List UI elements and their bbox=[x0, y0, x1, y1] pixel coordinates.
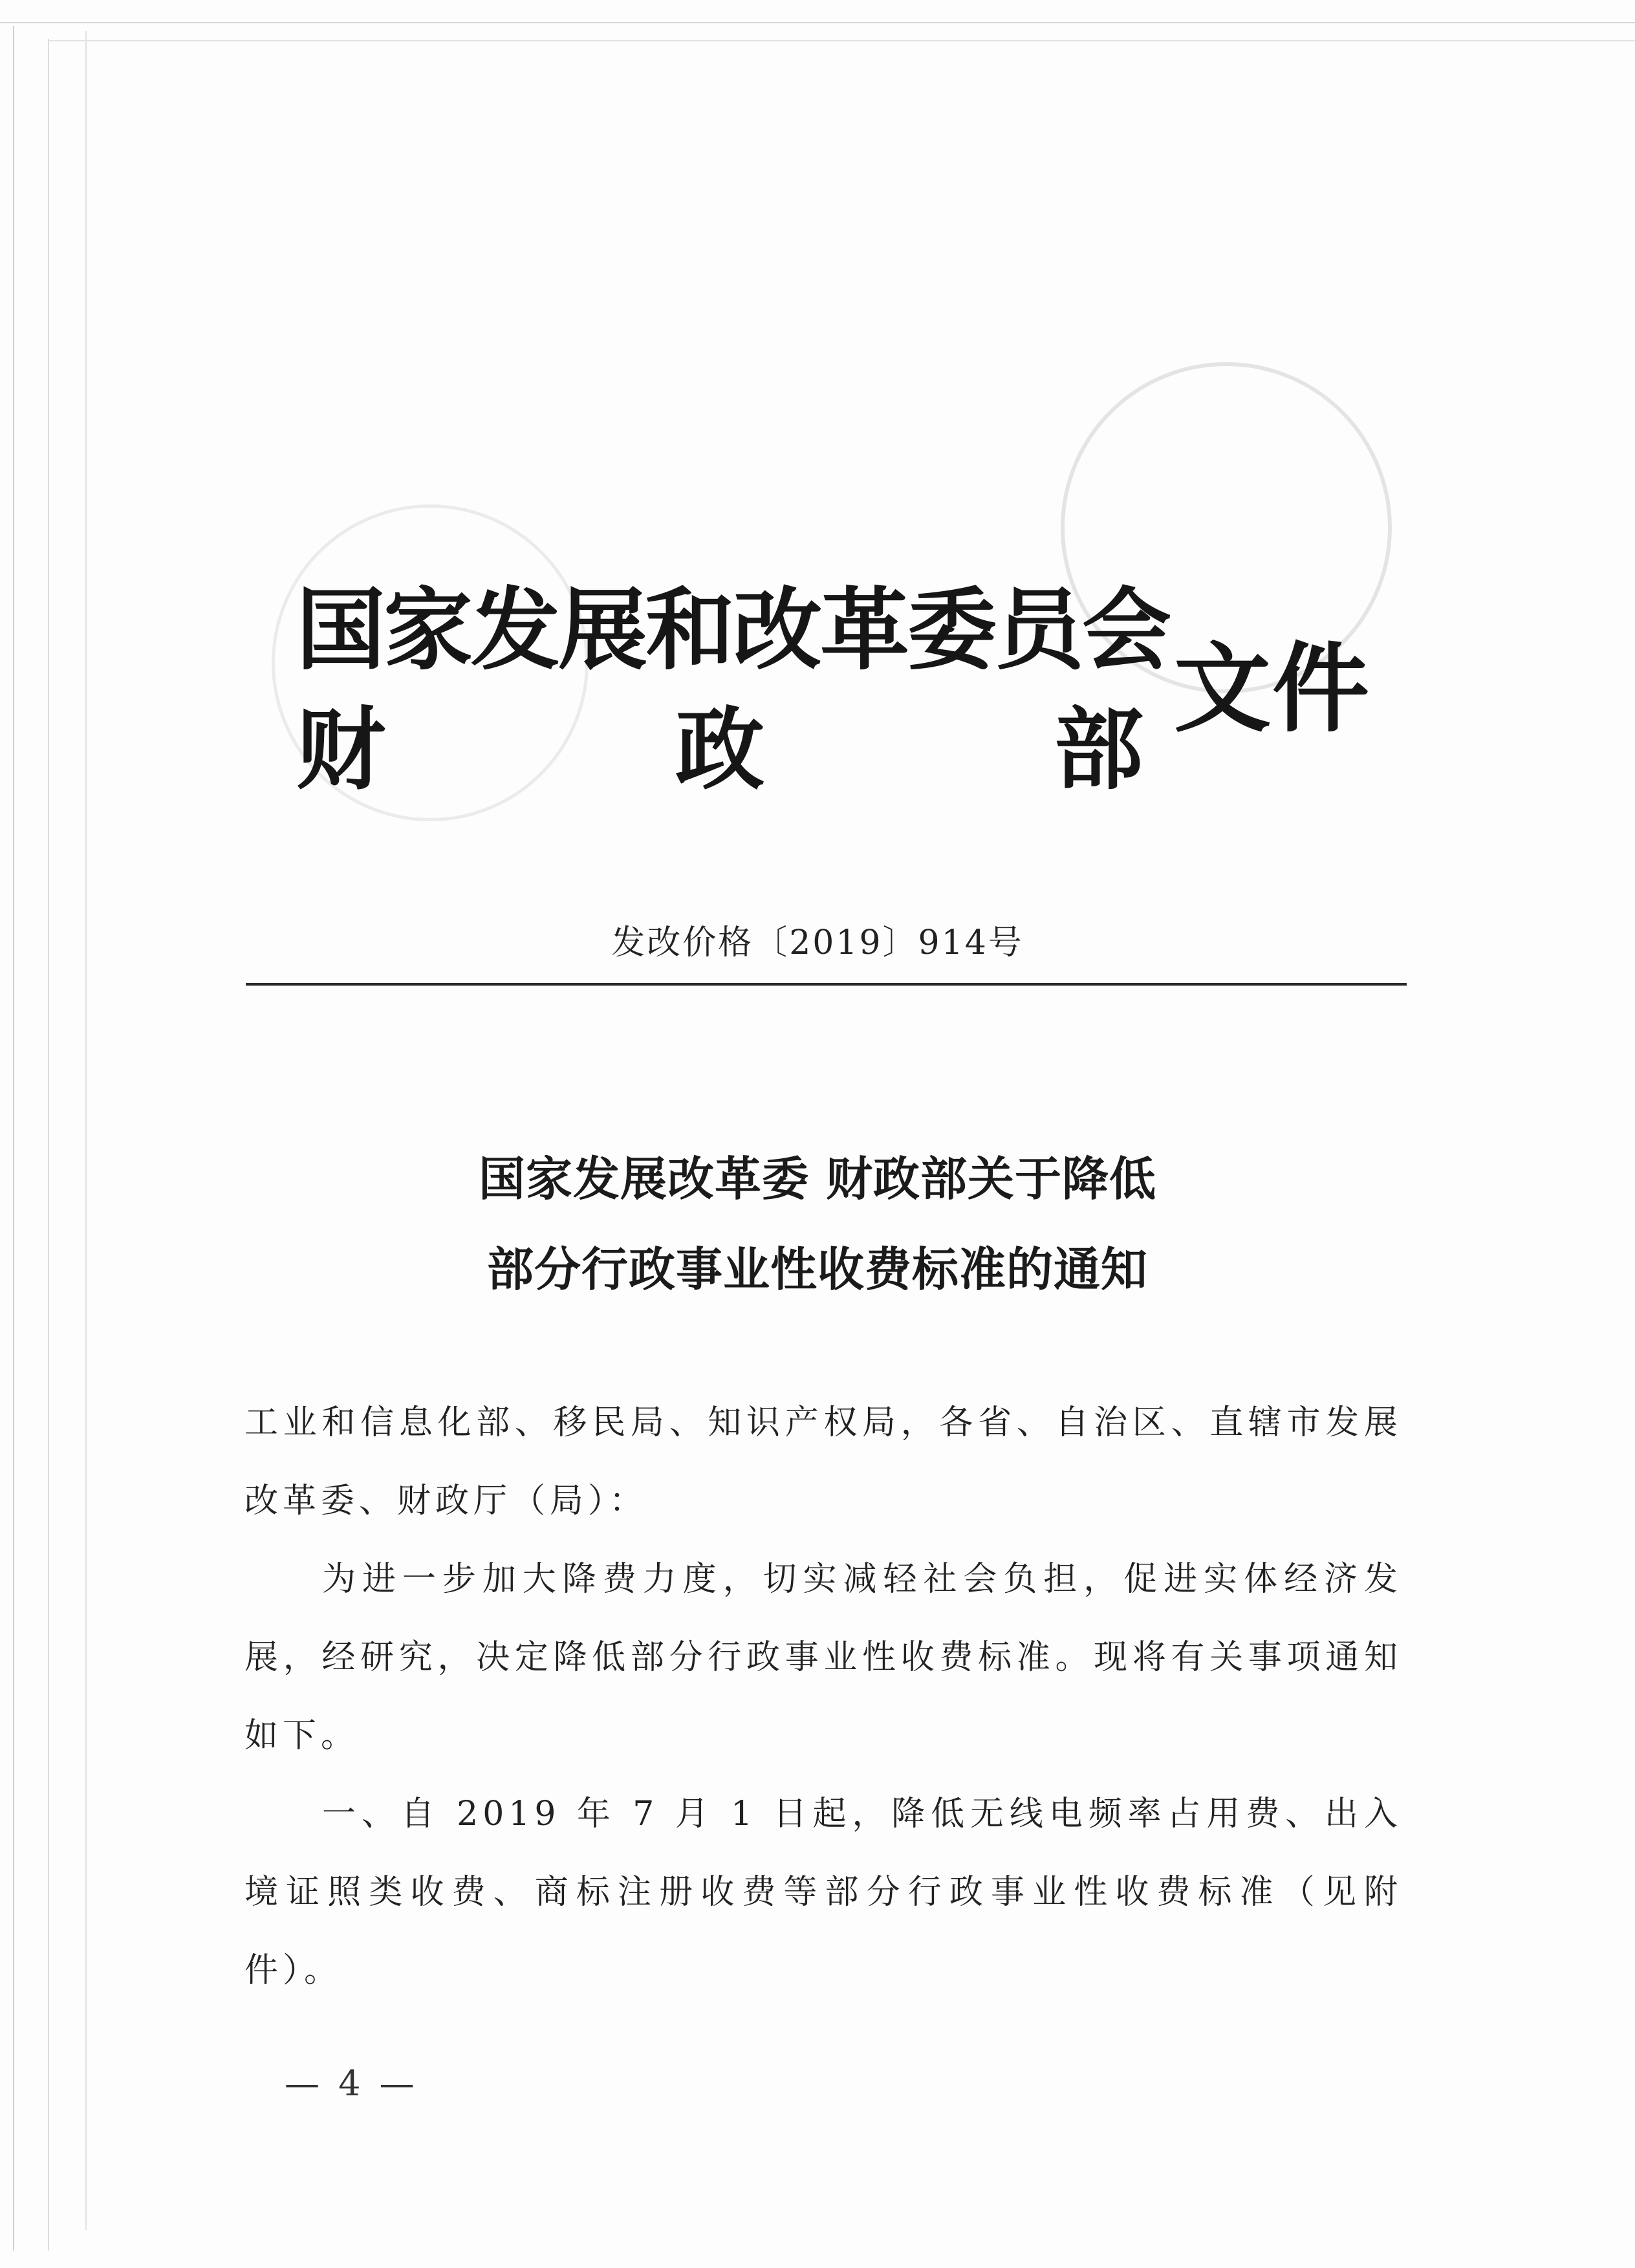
page-number: — 4 — bbox=[285, 2063, 418, 2104]
letterhead-issuer-1: 国家发展和改革委员会 bbox=[296, 577, 1170, 682]
header-divider bbox=[246, 983, 1407, 986]
body-paragraph-1: 为进一步加大降费力度，切实减轻社会负担，促进实体经济发展，经研究，决定降低部分行政事业性收费标准。现将有关事项通知如下。 bbox=[244, 1560, 1402, 1755]
document-body bbox=[244, 1384, 1402, 2010]
body-paragraph-2: 一、自 2019 年 7 月 1 日起，降低无线电频率占用费、出入境证照类收费、商标注册收费等部分行政事业性收费标准（见附件）。 bbox=[244, 1795, 1402, 1990]
page-edge bbox=[13, 26, 14, 2251]
document-title-line-2: 部分行政事业性收费标准的通知 bbox=[486, 1242, 1148, 1297]
page-edge bbox=[48, 40, 1635, 41]
letterhead-suffix: 文件 bbox=[1174, 632, 1371, 746]
page-edge bbox=[0, 22, 1635, 23]
addressee: 工业和信息化部、移民局、知识产权局，各省、自治区、直辖市发展改革委、财政厅（局）： bbox=[244, 1403, 1402, 1520]
letterhead-issuer-2 bbox=[296, 697, 1143, 802]
letterhead-char: 政 bbox=[675, 697, 764, 802]
document-title-line-1: 国家发展改革委 财政部关于降低 bbox=[478, 1151, 1157, 1206]
document-number: 发改价格〔2019〕914号 bbox=[611, 923, 1024, 962]
page-edge bbox=[85, 31, 87, 2230]
letterhead-char: 部 bbox=[1054, 697, 1143, 802]
letterhead-char: 财 bbox=[296, 697, 386, 802]
